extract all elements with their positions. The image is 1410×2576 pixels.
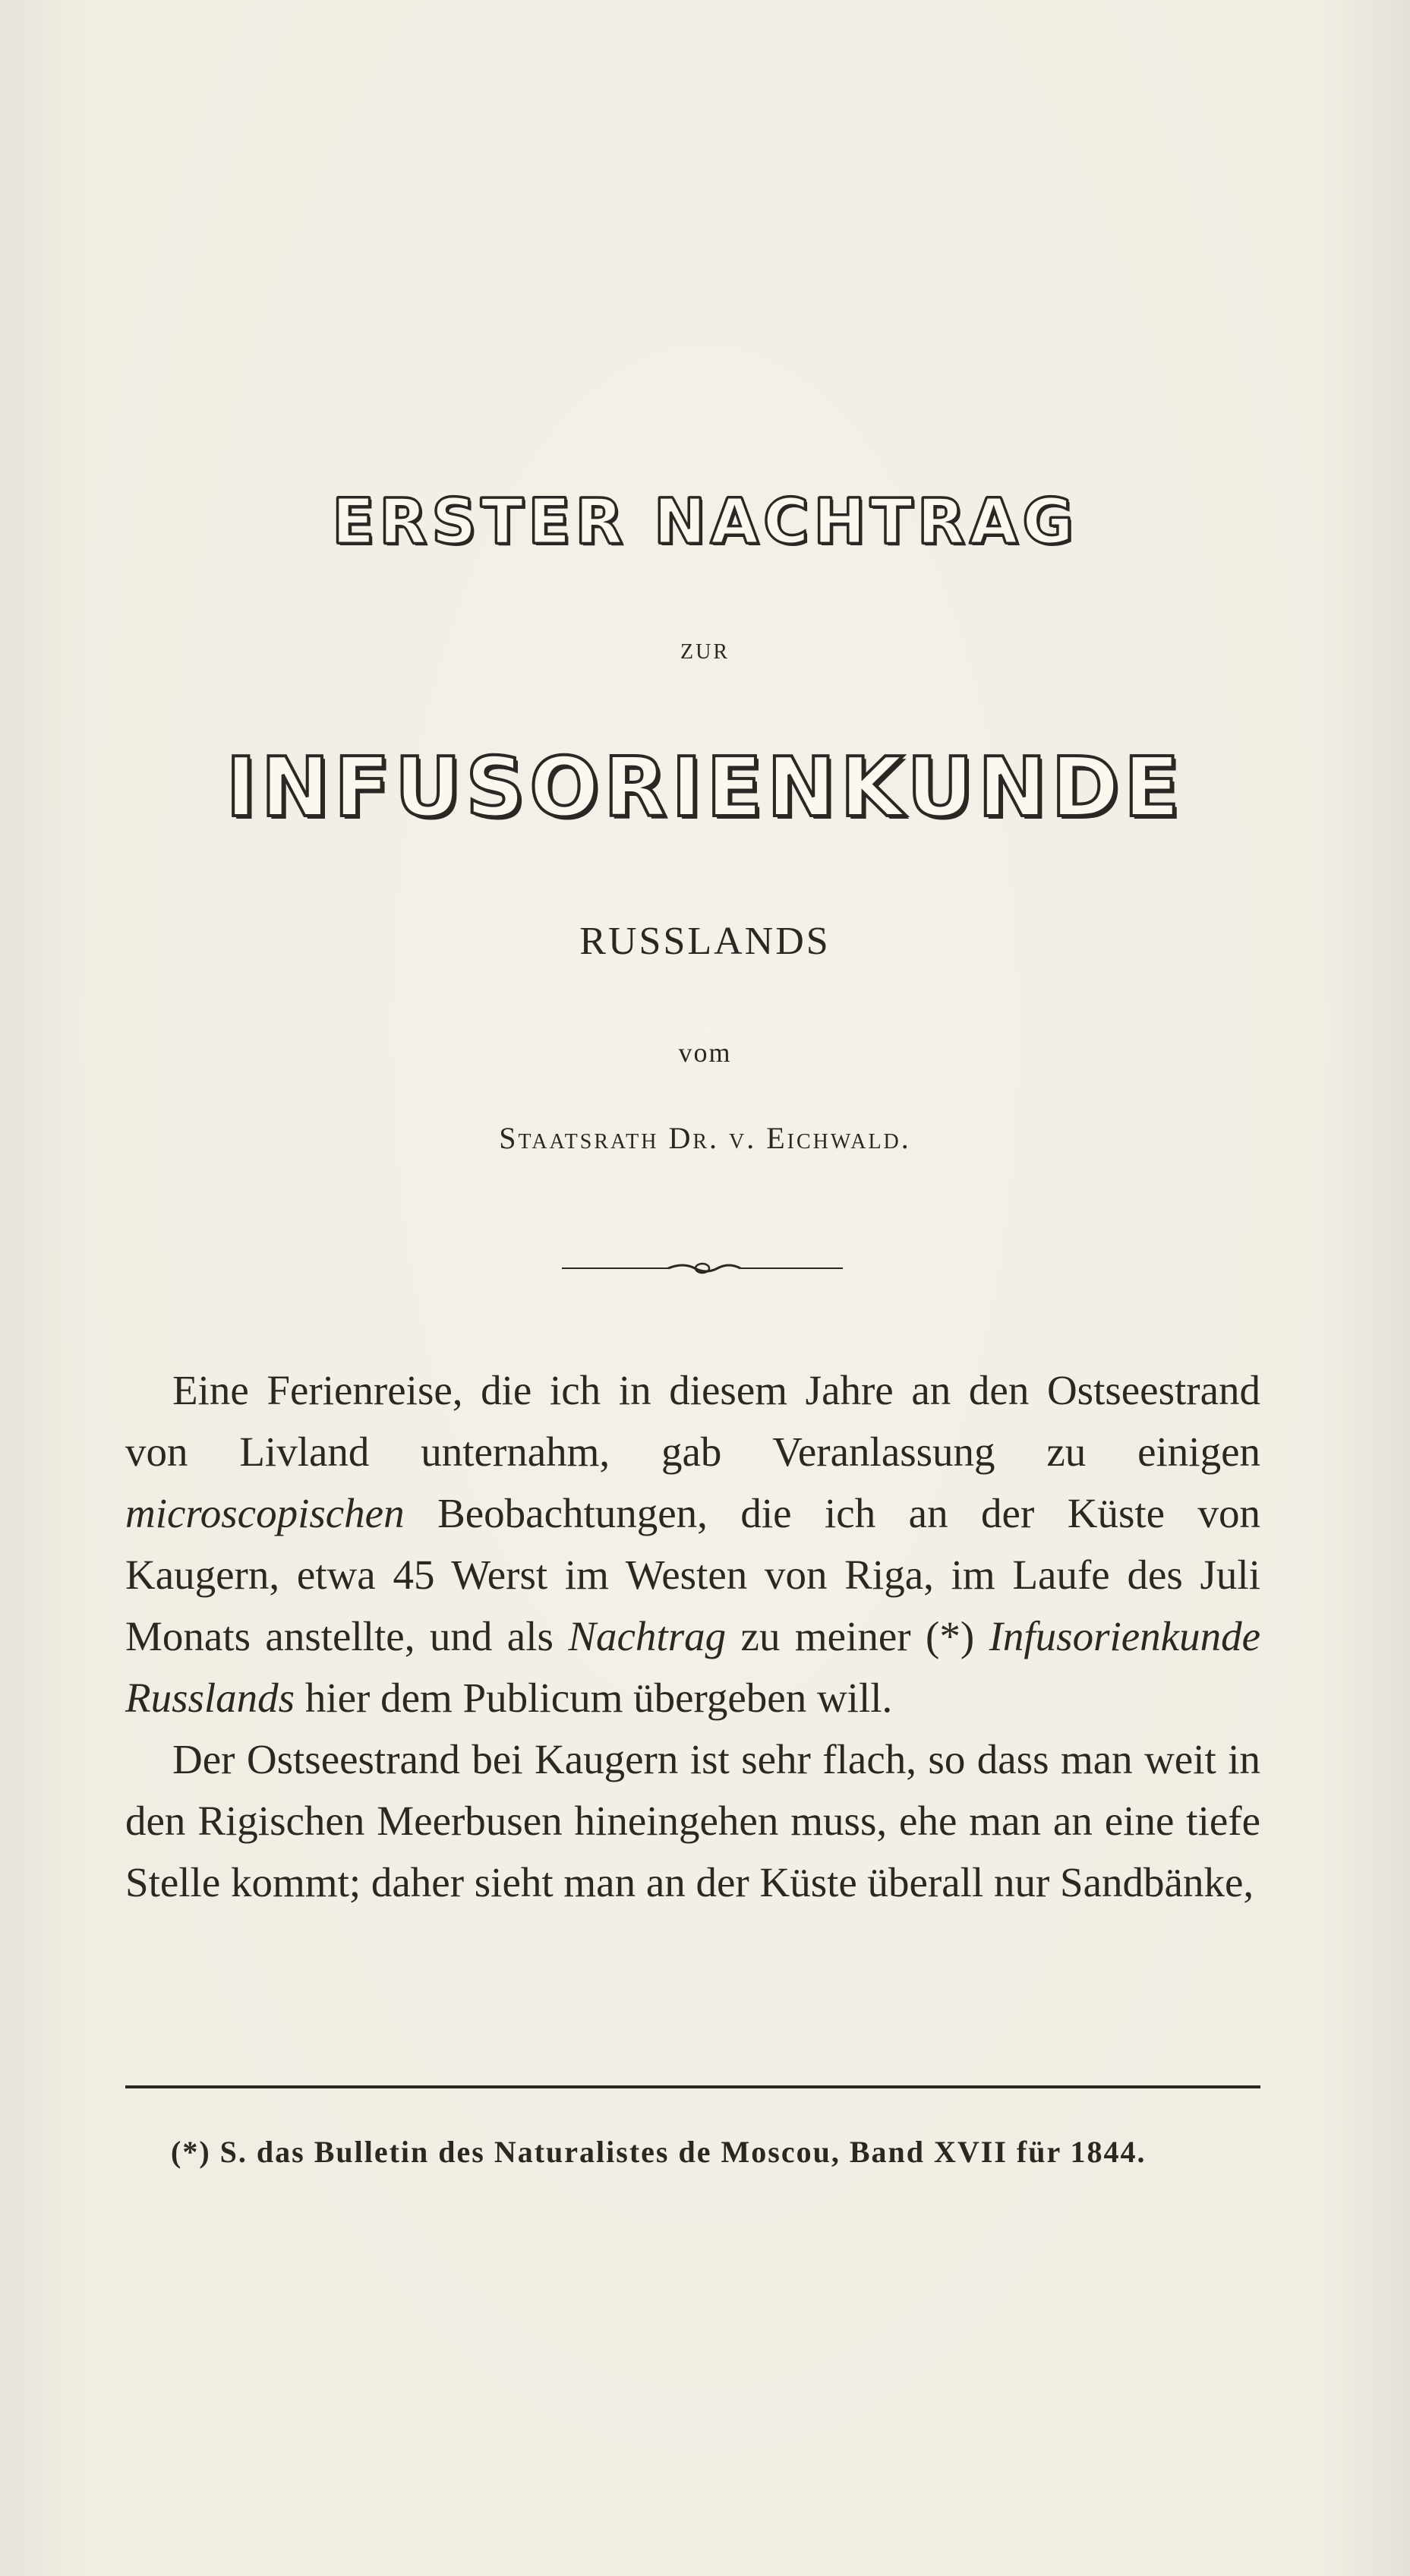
italic-term: microscopischen [125,1490,405,1536]
footnote: (*) S. das Bulletin des Naturalistes de Moscou, Band XVII für 1844. [171,2135,1147,2169]
title-line-2: INFUSORIENKUNDE [226,740,1184,835]
subtitle: RUSSLANDS [579,920,831,963]
author-line: Staatsrath Dr. v. Eichwald. [499,1121,911,1155]
author-preposition: vom [678,1037,732,1068]
footnote-rule [125,2085,1260,2088]
paragraph-1: Eine Ferienreise, die ich in diesem Jahre an den Ostseestrand von Livland unternahm, gab Veranlassung zu einigen microscopischen Beobachtungen, die ich an der Küste von Kaugern, etwa 45 Werst im Westen von Riga, im Laufe des Juli Monats anstellte, und als Nachtrag zu meiner (*) Infusorienkunde Russlands hier dem Publicum übergeben will. [125,1367,1260,1721]
body-text [125,1359,1260,1913]
italic-term: Nachtrag [568,1613,727,1659]
title-line-1: ERSTER NACHTRAG [332,486,1078,558]
title-conjunction: zur [680,631,730,665]
paragraph-2: Der Ostseestrand bei Kaugern ist sehr flach, so dass man weit in den Rigischen Meerbusen hineingehen muss, ehe man an eine tiefe Stelle kommt; daher sieht man an der Küste überall nur Sandbänke, [125,1736,1260,1905]
italic-title: Infusorienkunde Russlands [125,1613,1260,1721]
ornament-divider [562,1261,843,1276]
